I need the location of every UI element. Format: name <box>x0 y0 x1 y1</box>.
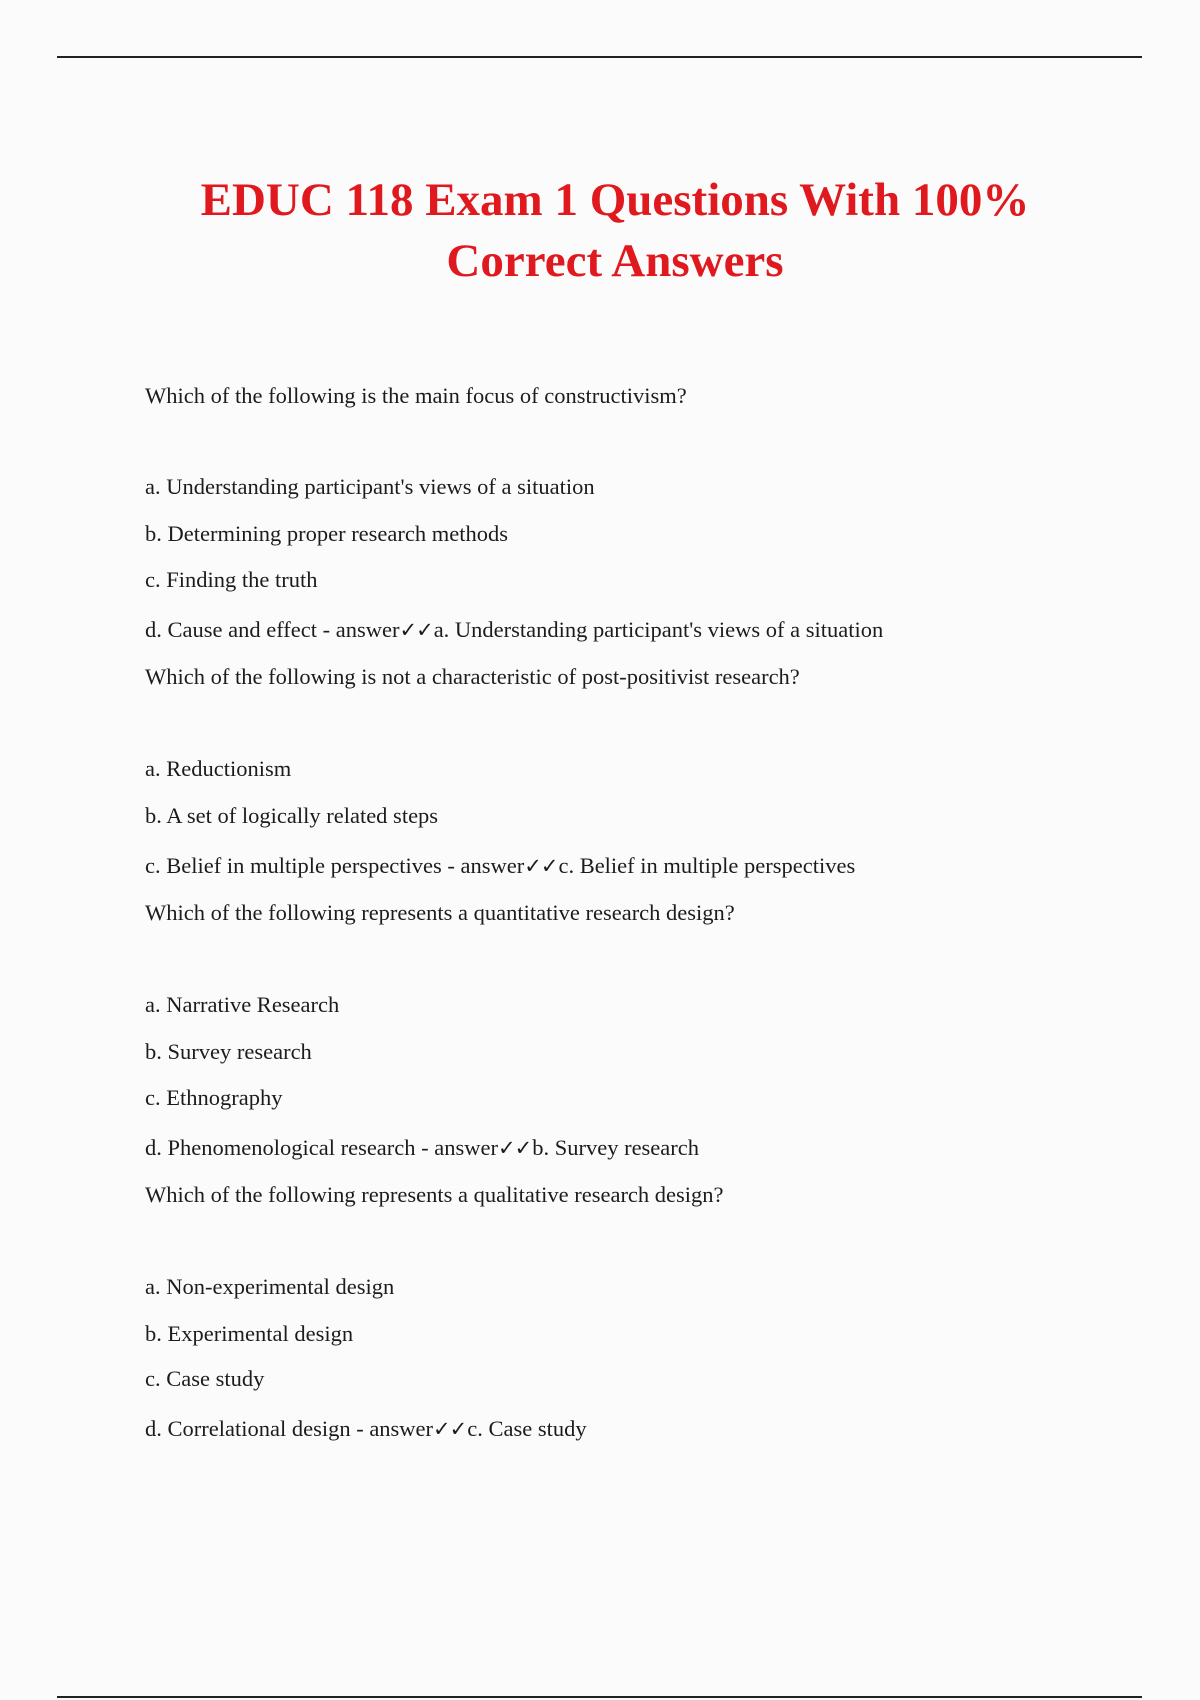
double-check-icon: ✓✓ <box>498 1136 532 1160</box>
question-3-option-c: c. Ethnography <box>145 1085 283 1110</box>
title-line-1: EDUC 118 Exam 1 Questions With 100% <box>200 174 1030 226</box>
question-4-answer: c. Case study <box>467 1416 587 1441</box>
question-4-option-b: b. Experimental design <box>145 1321 354 1346</box>
question-1-option-a: a. Understanding participant's views of a situation <box>145 474 595 499</box>
question-3-answer-line <box>145 1134 699 1162</box>
question-2-answer: c. Belief in multiple perspectives <box>558 853 856 878</box>
question-3-option-d: d. Phenomenological research - answer <box>145 1135 498 1160</box>
question-2-option-b: b. A set of logically related steps <box>145 803 439 828</box>
double-check-icon: ✓✓ <box>524 854 558 878</box>
question-3-option-b: b. Survey research <box>145 1039 312 1064</box>
question-4-option-d: d. Correlational design - answer <box>145 1416 434 1441</box>
question-1-option-d: d. Cause and effect - answer <box>145 617 400 642</box>
top-rule <box>57 56 1142 58</box>
question-3-text: Which of the following represents a quantitative research design? <box>145 900 735 925</box>
question-2-answer-line <box>145 852 855 880</box>
title-line-2: Correct Answers <box>446 235 784 287</box>
question-1-answer: a. Understanding participant's views of a situation <box>433 617 884 642</box>
question-4-option-a: a. Non-experimental design <box>145 1274 395 1299</box>
question-1-option-c: c. Finding the truth <box>145 567 318 592</box>
question-3-answer: b. Survey research <box>532 1135 700 1160</box>
question-1-text: Which of the following is the main focus of constructivism? <box>145 383 687 408</box>
double-check-icon: ✓✓ <box>399 618 433 642</box>
question-1-option-b: b. Determining proper research methods <box>145 521 508 546</box>
double-check-icon: ✓✓ <box>433 1417 467 1441</box>
question-4-answer-line <box>145 1415 587 1443</box>
question-2-option-a: a. Reductionism <box>145 756 292 781</box>
question-1-answer-line <box>145 616 883 644</box>
document-title <box>100 170 1130 292</box>
question-3-option-a: a. Narrative Research <box>145 992 340 1017</box>
question-2-option-c: c. Belief in multiple perspectives - answer <box>145 853 525 878</box>
question-4-text: Which of the following represents a qualitative research design? <box>145 1182 724 1207</box>
bottom-rule <box>57 1696 1142 1698</box>
question-2-text: Which of the following is not a characteristic of post-positivist research? <box>145 664 800 689</box>
question-4-option-c: c. Case study <box>145 1366 265 1391</box>
